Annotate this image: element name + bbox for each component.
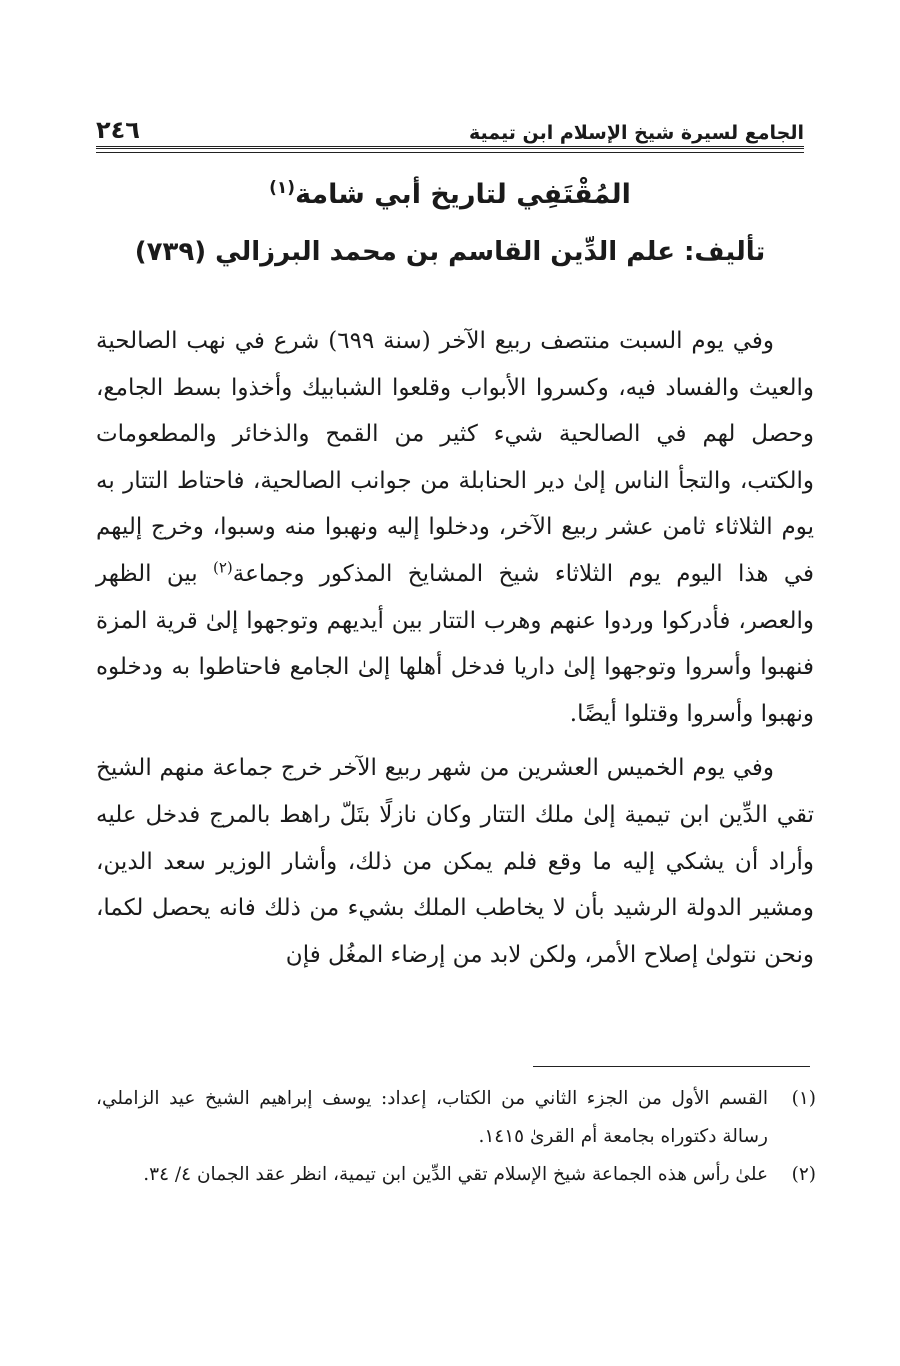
paragraph-1-part-2: بين الظهر والعصر، فأدركوا وردوا عنهم وهرب التتار بين أيديهم وتوجهوا إلىٰ قرية المزة فنهبوا وأسروا وتوجهوا إلىٰ داريا فدخل أهلها إلىٰ الجامع فاحتاطوا به ودخلوه ونهبوا وأسروا وقتلوا أيضًا. <box>96 560 814 727</box>
footnote-divider <box>533 1066 810 1067</box>
author-line: تأليف: علم الدِّين القاسم بن محمد البرزالي (٧٣٩) <box>134 237 766 267</box>
footnote-1-marker: (١) <box>791 1088 816 1109</box>
footnotes <box>96 1080 816 1194</box>
footnote-2 <box>96 1156 816 1194</box>
body-text <box>96 318 814 986</box>
running-header <box>96 108 804 144</box>
footnote-ref-1: (١) <box>269 178 296 198</box>
paragraph-2: وفي يوم الخميس العشرين من شهر ربيع الآخر خرج جماعة منهم الشيخ تقي الدِّين ابن تيمية إلىٰ ملك التتار وكان نازلًا بتَلّ راهط بالمرج فدخل عليه وأراد أن يشكي إليه ما وقع فلم يمكن من ذلك، وأشار الوزير سعد الدين، ومشير الدولة الرشيد بأن لا يخاطب الملك بشيء من ذلك فانه يحصل لكما، ونحن نتولىٰ إصلاح الأمر، ولكن لابد من إرضاء المغُل فإن <box>96 755 814 968</box>
footnote-2-marker: (٢) <box>791 1164 816 1185</box>
paragraph-1 <box>96 318 814 737</box>
footnote-ref-2: (٢) <box>212 558 233 577</box>
paragraph-1-part-1: وفي يوم السبت منتصف ربيع الآخر (سنة ٦٩٩) شرع في نهب الصالحية والعيث والفساد فيه، وكسروا الأبواب وقلعوا الشبابيك وأخذوا بسط الجامع، وحصل لهم في الصالحية شيء كثير من القمح والذخائر والمطعومات والكتب، والتجأ الناس إلىٰ دير الحنابلة من جوانب الصالحية، فاحتاط التتار به يوم الثلاثاء ثامن عشر ربيع الآخر، ودخلوا إليه ونهبوا منه وسبوا، وخرج إليهم في هذا اليوم يوم الثلاثاء شيخ المشايخ المذكور وجماعة <box>96 328 814 587</box>
footnote-2-text: علىٰ رأس هذه الجماعة شيخ الإسلام تقي الدِّين ابن تيمية، انظر عقد الجمان ٤/ ٣٤. <box>143 1164 768 1185</box>
chapter-title-text: المُقْتَفِي لتاريخ أبي شامة <box>295 179 631 210</box>
header-divider <box>96 146 804 153</box>
chapter-title <box>96 168 804 215</box>
running-title: الجامع لسيرة شيخ الإسلام ابن تيمية <box>468 122 804 144</box>
footnote-1 <box>96 1080 816 1156</box>
page-number: ٢٤٦ <box>96 116 140 144</box>
footnote-1-text: القسم الأول من الجزء الثاني من الكتاب، إعداد: يوسف إبراهيم الشيخ عيد الزاملي، رسالة دكتوراه بجامعة أم القرىٰ ١٤١٥. <box>96 1088 768 1147</box>
